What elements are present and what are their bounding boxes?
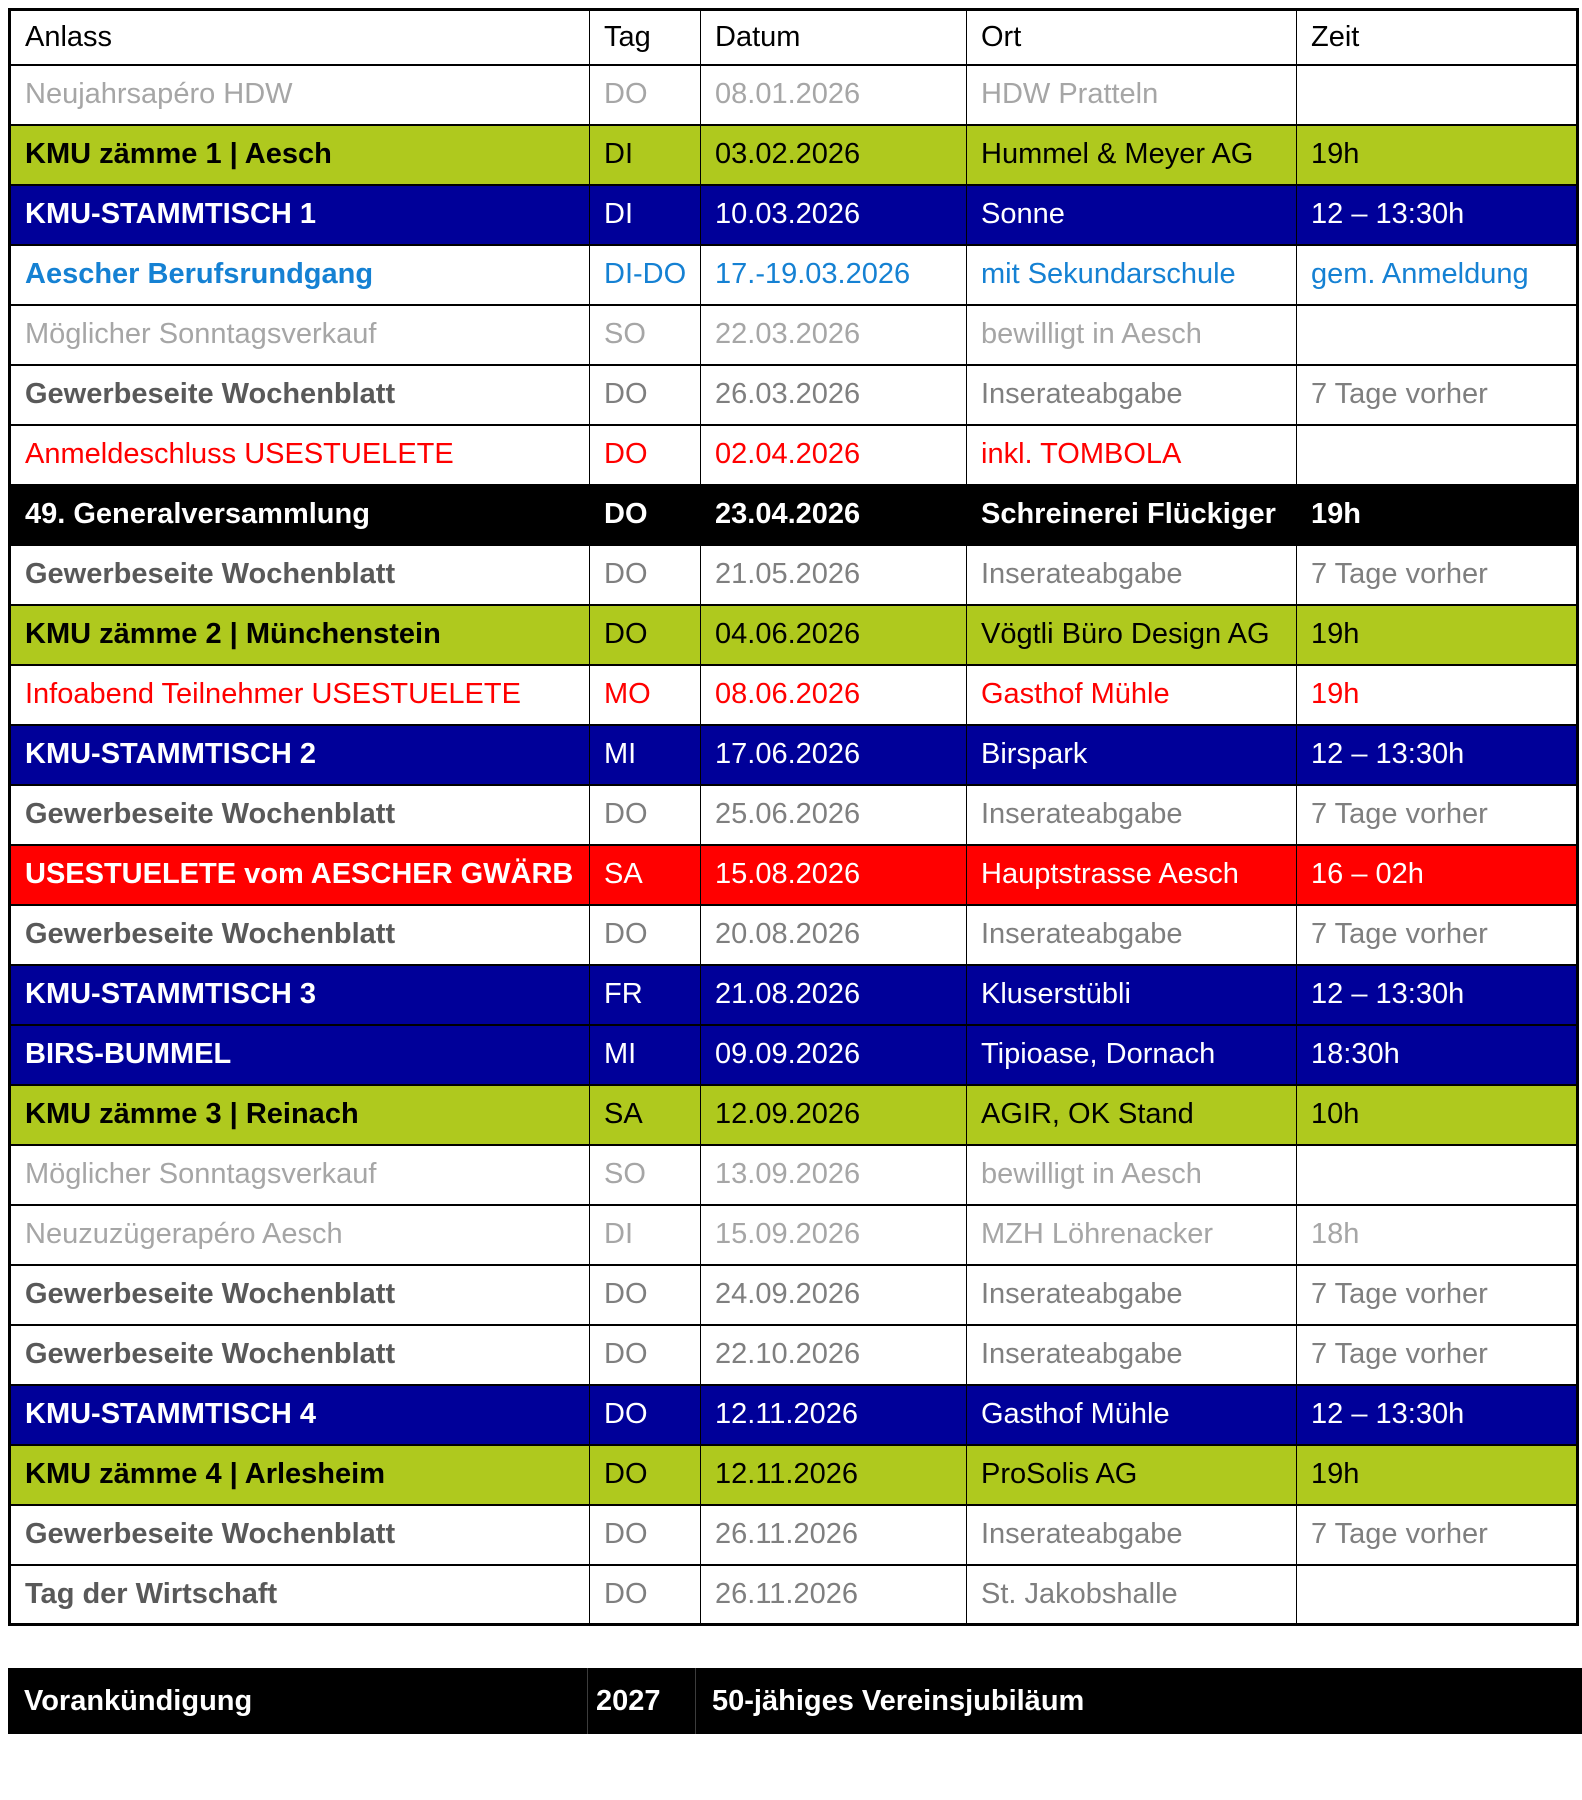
cell-tag: SO [590,305,701,365]
announcement-text: 50-jähiges Vereinsjubiläum [712,1684,1085,1717]
cell-anlass: Gewerbeseite Wochenblatt [10,905,590,965]
cell-zeit: 7 Tage vorher [1297,1325,1578,1385]
cell-tag: DI [590,1205,701,1265]
cell-zeit: 18:30h [1297,1025,1578,1085]
cell-ort: Inserateabgabe [967,365,1297,425]
cell-tag: DO [590,1325,701,1385]
cell-anlass: Anmeldeschluss USESTUELETE [10,425,590,485]
cell-ort: Hauptstrasse Aesch [967,845,1297,905]
cell-anlass: Gewerbeseite Wochenblatt [10,365,590,425]
cell-datum: 08.01.2026 [701,65,967,125]
table-row [10,1445,1578,1505]
cell-anlass: Möglicher Sonntagsverkauf [10,305,590,365]
cell-datum: 22.10.2026 [701,1325,967,1385]
cell-datum: 17.06.2026 [701,725,967,785]
cell-ort: Inserateabgabe [967,905,1297,965]
cell-anlass: KMU-STAMMTISCH 3 [10,965,590,1025]
column-header-tag: Tag [590,10,701,65]
cell-anlass: KMU zämme 1 | Aesch [10,125,590,185]
cell-zeit: 7 Tage vorher [1297,1265,1578,1325]
table-row [10,905,1578,965]
table-row [10,965,1578,1025]
cell-tag: DO [590,785,701,845]
table-row [10,1205,1578,1265]
column-header-datum: Datum [701,10,967,65]
cell-tag: DO [590,1505,701,1565]
cell-ort: Vögtli Büro Design AG [967,605,1297,665]
cell-tag: DO [590,605,701,665]
table-row [10,665,1578,725]
cell-anlass: Aescher Berufsrundgang [10,245,590,305]
cell-zeit [1297,305,1578,365]
cell-datum: 21.05.2026 [701,545,967,605]
cell-datum: 24.09.2026 [701,1265,967,1325]
cell-ort: Inserateabgabe [967,1505,1297,1565]
cell-anlass: Gewerbeseite Wochenblatt [10,785,590,845]
events-table [8,8,1579,1626]
cell-datum: 21.08.2026 [701,965,967,1025]
cell-tag: MO [590,665,701,725]
cell-anlass: Möglicher Sonntagsverkauf [10,1145,590,1205]
cell-zeit: 19h [1297,605,1578,665]
cell-datum: 25.06.2026 [701,785,967,845]
cell-zeit: 12 – 13:30h [1297,185,1578,245]
cell-zeit: 7 Tage vorher [1297,905,1578,965]
cell-tag: FR [590,965,701,1025]
cell-anlass: Infoabend Teilnehmer USESTUELETE [10,665,590,725]
cell-anlass: 49. Generalversammlung [10,485,590,545]
cell-zeit [1297,1145,1578,1205]
cell-datum: 22.03.2026 [701,305,967,365]
cell-ort: St. Jakobshalle [967,1565,1297,1625]
cell-zeit: 7 Tage vorher [1297,545,1578,605]
cell-ort: Hummel & Meyer AG [967,125,1297,185]
cell-tag: DO [590,425,701,485]
cell-datum: 26.11.2026 [701,1565,967,1625]
cell-zeit [1297,65,1578,125]
table-row [10,245,1578,305]
cell-ort: Gasthof Mühle [967,1385,1297,1445]
cell-ort: Schreinerei Flückiger [967,485,1297,545]
cell-tag: SA [590,1085,701,1145]
cell-zeit: 19h [1297,485,1578,545]
cell-ort: ProSolis AG [967,1445,1297,1505]
cell-zeit [1297,425,1578,485]
cell-anlass: Gewerbeseite Wochenblatt [10,1505,590,1565]
cell-ort: MZH Löhrenacker [967,1205,1297,1265]
cell-zeit: 16 – 02h [1297,845,1578,905]
cell-datum: 20.08.2026 [701,905,967,965]
cell-zeit: 7 Tage vorher [1297,365,1578,425]
cell-ort: Inserateabgabe [967,1325,1297,1385]
table-row [10,1325,1578,1385]
cell-ort: HDW Pratteln [967,65,1297,125]
cell-zeit: 12 – 13:30h [1297,965,1578,1025]
cell-anlass: KMU zämme 2 | Münchenstein [10,605,590,665]
table-row [10,185,1578,245]
table-row [10,1265,1578,1325]
table-row [10,545,1578,605]
cell-tag: MI [590,1025,701,1085]
cell-zeit: 12 – 13:30h [1297,725,1578,785]
cell-tag: DI [590,125,701,185]
cell-tag: DO [590,1385,701,1445]
cell-zeit: 12 – 13:30h [1297,1385,1578,1445]
table-row [10,1145,1578,1205]
cell-ort: Inserateabgabe [967,785,1297,845]
cell-datum: 15.09.2026 [701,1205,967,1265]
cell-zeit: 7 Tage vorher [1297,785,1578,845]
cell-tag: DO [590,905,701,965]
cell-ort: Birspark [967,725,1297,785]
cell-anlass: Neuzuzügerapéro Aesch [10,1205,590,1265]
cell-zeit: 7 Tage vorher [1297,1505,1578,1565]
table-row [10,365,1578,425]
table-row [10,1085,1578,1145]
cell-anlass: Gewerbeseite Wochenblatt [10,545,590,605]
cell-zeit: 19h [1297,125,1578,185]
cell-zeit: gem. Anmeldung [1297,245,1578,305]
cell-datum: 26.03.2026 [701,365,967,425]
cell-tag: SA [590,845,701,905]
cell-datum: 03.02.2026 [701,125,967,185]
cell-tag: MI [590,725,701,785]
table-row [10,65,1578,125]
column-header-anlass: Anlass [10,10,590,65]
header-row [10,10,1578,65]
cell-anlass: KMU zämme 3 | Reinach [10,1085,590,1145]
cell-datum: 09.09.2026 [701,1025,967,1085]
cell-anlass: USESTUELETE vom AESCHER GWÄRB [10,845,590,905]
table-row [10,605,1578,665]
table-row [10,1505,1578,1565]
cell-tag: DO [590,365,701,425]
cell-anlass: Gewerbeseite Wochenblatt [10,1325,590,1385]
cell-anlass: KMU-STAMMTISCH 2 [10,725,590,785]
cell-anlass: Gewerbeseite Wochenblatt [10,1265,590,1325]
cell-tag: DO [590,1445,701,1505]
table-row [10,725,1578,785]
announcement-label: Vorankündigung [8,1668,588,1734]
cell-datum: 12.09.2026 [701,1085,967,1145]
cell-zeit: 19h [1297,665,1578,725]
cell-ort: Inserateabgabe [967,545,1297,605]
cell-anlass: KMU zämme 4 | Arlesheim [10,1445,590,1505]
cell-ort: AGIR, OK Stand [967,1085,1297,1145]
table-row [10,1025,1578,1085]
cell-zeit: 18h [1297,1205,1578,1265]
table-row [10,785,1578,845]
cell-ort: Gasthof Mühle [967,665,1297,725]
table-row [10,125,1578,185]
cell-tag: DI-DO [590,245,701,305]
cell-datum: 12.11.2026 [701,1385,967,1445]
table-row [10,485,1578,545]
cell-ort: mit Sekundarschule [967,245,1297,305]
cell-anlass: BIRS-BUMMEL [10,1025,590,1085]
cell-anlass: KMU-STAMMTISCH 1 [10,185,590,245]
table-row [10,1565,1578,1625]
cell-tag: DO [590,1265,701,1325]
cell-ort: bewilligt in Aesch [967,1145,1297,1205]
cell-datum: 12.11.2026 [701,1445,967,1505]
cell-ort: Kluserstübli [967,965,1297,1025]
cell-datum: 13.09.2026 [701,1145,967,1205]
cell-anlass: KMU-STAMMTISCH 4 [10,1385,590,1445]
cell-zeit [1297,1565,1578,1625]
cell-tag: SO [590,1145,701,1205]
cell-zeit: 10h [1297,1085,1578,1145]
cell-anlass: Neujahrsapéro HDW [10,65,590,125]
announcement-bar [8,1668,1582,1734]
table-row [10,1385,1578,1445]
cell-anlass: Tag der Wirtschaft [10,1565,590,1625]
cell-ort: inkl. TOMBOLA [967,425,1297,485]
cell-ort: Inserateabgabe [967,1265,1297,1325]
cell-datum: 02.04.2026 [701,425,967,485]
cell-tag: DO [590,65,701,125]
cell-tag: DI [590,185,701,245]
cell-ort: Tipioase, Dornach [967,1025,1297,1085]
cell-tag: DO [590,485,701,545]
cell-datum: 04.06.2026 [701,605,967,665]
column-header-ort: Ort [967,10,1297,65]
cell-ort: Sonne [967,185,1297,245]
cell-datum: 15.08.2026 [701,845,967,905]
column-header-zeit: Zeit [1297,10,1578,65]
table-row [10,305,1578,365]
cell-tag: DO [590,1565,701,1625]
table-row [10,425,1578,485]
cell-datum: 10.03.2026 [701,185,967,245]
cell-zeit: 19h [1297,1445,1578,1505]
cell-datum: 26.11.2026 [701,1505,967,1565]
cell-datum: 17.-19.03.2026 [701,245,967,305]
cell-ort: bewilligt in Aesch [967,305,1297,365]
announcement-year: 2027 [588,1668,696,1734]
table-row [10,845,1578,905]
cell-tag: DO [590,545,701,605]
cell-datum: 08.06.2026 [701,665,967,725]
cell-datum: 23.04.2026 [701,485,967,545]
